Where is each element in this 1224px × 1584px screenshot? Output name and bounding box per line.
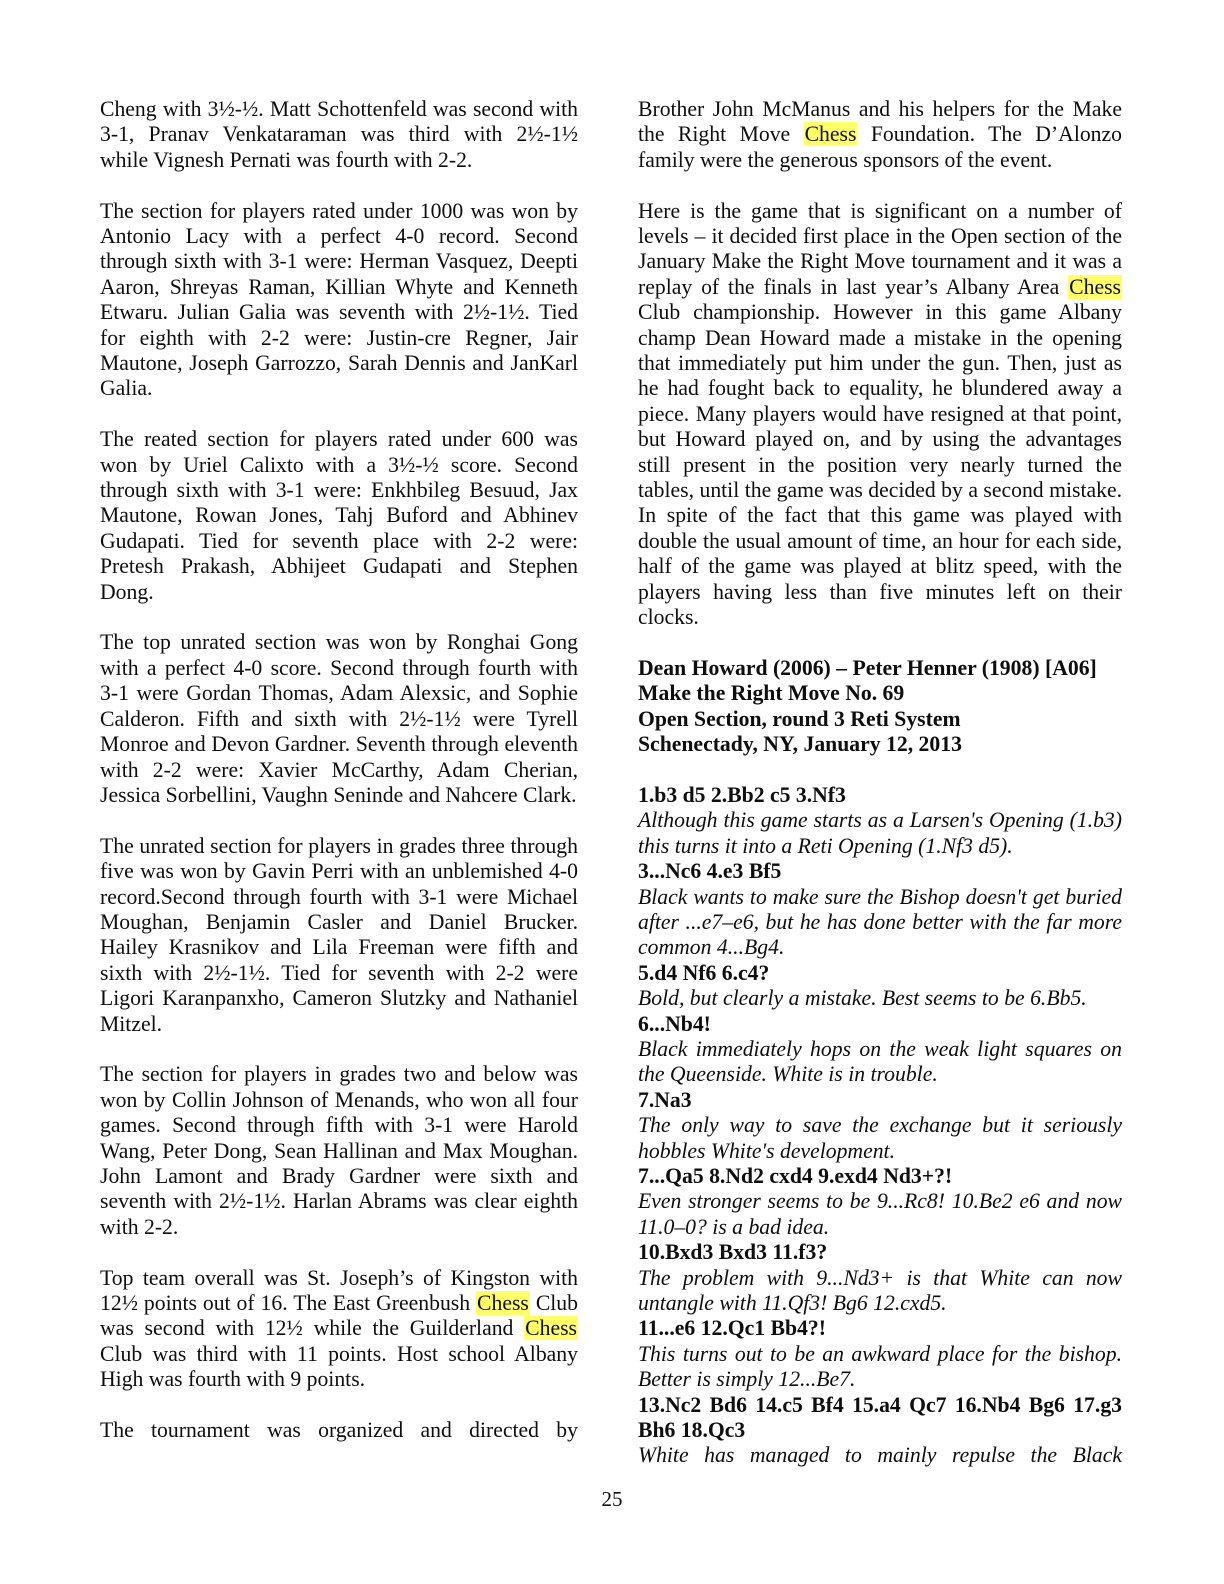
paragraph bbox=[100, 427, 578, 605]
text-run: Brother John McManus and his helpers for the Make the Right Move bbox=[638, 97, 1122, 147]
text-run: Cheng with 3½-½. Matt Schottenfeld was second with 3-1, Pranav Venkataraman was third with 2½-1½ while Vignesh Pernati was fourth with 2-2. bbox=[100, 97, 578, 172]
left-column bbox=[100, 97, 578, 1469]
right-column bbox=[638, 97, 1122, 1469]
game-header-line: Make the Right Move No. 69 bbox=[638, 681, 905, 706]
move-line: 3...Nc6 4.e3 Bf5 bbox=[638, 859, 782, 884]
move-line: 1.b3 d5 2.Bb2 c5 3.Nf3 bbox=[638, 782, 846, 807]
paragraph bbox=[638, 97, 1122, 173]
paragraph bbox=[100, 630, 578, 808]
game-header bbox=[638, 656, 1122, 758]
move-line: 11...e6 12.Qc1 Bb4?! bbox=[638, 1316, 826, 1341]
text-run: The unrated section for players in grades three through five was won by Gavin Perri with an unblemished 4-0 record.Second through fourth with 3-1 were Michael Moughan, Benjamin Casler and Daniel Brucker. Hailey Krasnikov and Lila Freeman were fifth and sixth with 2½-1½. Tied for seventh with 2-2 were Ligori Karanpanxho, Cameron Slutzky and Nathaniel Mitzel. bbox=[100, 833, 578, 1036]
move-line: 13.Nc2 Bd6 14.c5 Bf4 15.a4 Qc7 16.Nb4 Bg6 17.g3 Bh6 18.Qc3 bbox=[638, 1392, 1122, 1443]
paragraph bbox=[100, 199, 578, 402]
paragraph bbox=[638, 199, 1122, 631]
highlighted-text: Chess bbox=[477, 1291, 529, 1315]
highlighted-text: Chess bbox=[525, 1316, 577, 1341]
text-run: Club was second with 12½ while the Guilderland bbox=[100, 1291, 578, 1341]
move-line: 7.Na3 bbox=[638, 1087, 692, 1112]
move-line: 6...Nb4! bbox=[638, 1011, 711, 1036]
move-line: 5.d4 Nf6 6.c4? bbox=[638, 960, 770, 985]
text-run: The tournament was organized and directed by bbox=[100, 1418, 578, 1443]
paragraph bbox=[100, 1418, 578, 1443]
game-header-line: Schenectady, NY, January 12, 2013 bbox=[638, 732, 962, 757]
text-run: Club championship. However in this game Albany champ Dean Howard made a mistake in the opening that immediately put him under the gun. Then, just as he had fought back to equality, he blundered away a piece. Many players would have resigned at that point, but Howard played on, and by using the advantages still present in the position very nearly turned the tables, until the game was decided by a second mistake. In spite of the fact that this game was played with double the usual amount of time, an hour for each side, half of the game was played at blitz speed, with the players having less than five minutes left on their clocks. bbox=[638, 300, 1122, 630]
game-header-line: Dean Howard (2006) – Peter Henner (1908) [A06] bbox=[638, 655, 1097, 680]
text-run: Top team overall was St. Joseph’s of Kingston with 12½ points out of 16. The East Greenbush bbox=[100, 1265, 578, 1315]
text-run: The section for players in grades two and below was won by Collin Johnson of Menands, who won all four games. Second through fifth with 3-1 were Harold Wang, Peter Dong, Sean Hallinan and Max Moughan. John Lamont and Brady Gardner were sixth and seventh with 2½-1½. Harlan Abrams was clear eighth with 2-2. bbox=[100, 1062, 578, 1239]
text-run: Foundation. The D’Alonzo family were the generous sponsors of the event. bbox=[638, 122, 1122, 172]
annotation-line: Even stronger seems to be 9...Rc8! 10.Be2 e6 and now 11.0–0? is a bad idea. bbox=[638, 1189, 1122, 1239]
text-run: The top unrated section was won by Ronghai Gong with a perfect 4-0 score. Second through fourth with 3-1 were Gordan Thomas, Adam Alexsic, and Sophie Calderon. Fifth and sixth with 2½-1½ were Tyrell Monroe and Devon Gardner. Seventh through eleventh with 2-2 were: Xavier McCarthy, Adam Cherian, Jessica Sorbellini, Vaughn Seninde and Nahcere Clark. bbox=[100, 630, 578, 807]
annotation-line: Although this game starts as a Larsen's Opening (1.b3) this turns it into a Reti Opening (1.Nf3 d5). bbox=[638, 808, 1122, 858]
text-run: The section for players rated under 1000 was won by Antonio Lacy with a perfect 4-0 record. Second through sixth with 3-1 were: Herman Vasquez, Deepti Aaron, Shreyas Raman, Killian Whyte and Kenneth Etwaru. Julian Galia was seventh with 2½-1½. Tied for eighth with 2-2 were: Justin-cre Regner, Jair Mautone, Joseph Garrozzo, Sarah Dennis and JanKarl Galia. bbox=[100, 198, 578, 401]
highlighted-text: Chess bbox=[804, 122, 857, 147]
annotation-line: Black wants to make sure the Bishop doesn't get buried after ...e7–e6, but he has done better with the far more common 4...Bg4. bbox=[638, 884, 1122, 960]
annotation-line: The problem with 9...Nd3+ is that White can now untangle with 11.Qf3! Bg6 12.cxd5. bbox=[638, 1265, 1122, 1316]
text-run: The reated section for players rated under 600 was won by Uriel Calixto with a 3½-½ score. Second through sixth with 3-1 were: Enkhbileg Besuud, Jax Mautone, Rowan Jones, Tahj Buford and Abhinev Gudapati. Tied for seventh place with 2-2 were: Pretesh Prakash, Abhijeet Gudapati and Stephen Dong. bbox=[100, 427, 578, 604]
annotation-line: Black immediately hops on the weak light squares on the Queenside. White is in trouble. bbox=[638, 1036, 1122, 1087]
game-header-line: Open Section, round 3 Reti System bbox=[638, 706, 961, 731]
annotation-line: The only way to save the exchange but it seriously hobbles White's development. bbox=[638, 1113, 1122, 1163]
annotation-line: This turns out to be an awkward place for the bishop. Better is simply 12...Be7. bbox=[638, 1341, 1122, 1392]
annotation-line: Bold, but clearly a mistake. Best seems to be 6.Bb5. bbox=[638, 986, 1087, 1011]
page-number: 25 bbox=[601, 1487, 623, 1511]
move-line: 7...Qa5 8.Nd2 cxd4 9.exd4 Nd3+?! bbox=[638, 1164, 953, 1189]
paragraph bbox=[100, 834, 578, 1037]
paragraph bbox=[100, 97, 578, 173]
text-run: Here is the game that is significant on a number of levels – it decided first place in the Open section of the January Make the Right Move tournament and it was a replay of the finals in last year’s Albany Area bbox=[638, 198, 1122, 299]
text-run: Club was third with 11 points. Host school Albany High was fourth with 9 points. bbox=[100, 1341, 578, 1392]
annotation-line: White has managed to mainly repulse the Black bbox=[638, 1443, 1122, 1468]
highlighted-text: Chess bbox=[1069, 274, 1121, 299]
paragraph bbox=[100, 1062, 578, 1240]
move-line: 10.Bxd3 Bxd3 11.f3? bbox=[638, 1240, 828, 1265]
paragraph bbox=[100, 1266, 578, 1393]
